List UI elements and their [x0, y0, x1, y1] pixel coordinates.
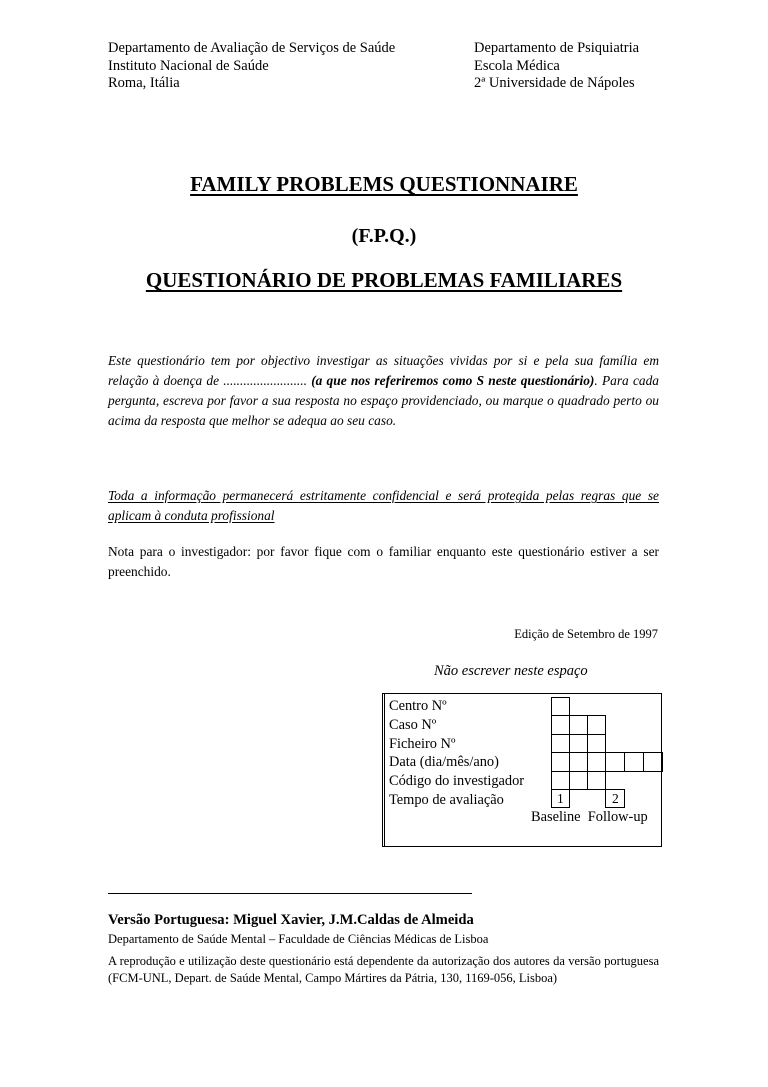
intro-part-3: . Para cada pergunta, escreva por favor a sua resposta no espaço providenciado, ou marque o quadrado perto ou acima da resposta que melhor se adequa ao seu caso.: [108, 373, 659, 428]
label-ficheiro: Ficheiro Nº: [389, 735, 456, 752]
ficheiro-cell-1[interactable]: [551, 734, 570, 753]
label-data: Data (dia/mês/ano): [389, 754, 499, 771]
edition-date: Edição de Setembro de 1997: [514, 627, 658, 641]
followup-text: Follow-up: [587, 809, 648, 825]
codigo-cell-1[interactable]: [551, 771, 570, 790]
intro-part-1: Este questionário tem por objectivo investigar as situações vividas por si e pela sua família em relação à doença de .........................: [108, 353, 659, 388]
header-left-line-3: Roma, Itália: [108, 75, 180, 91]
footer-department: Departamento de Saúde Mental – Faculdade de Ciências Médicas de Lisboa: [108, 932, 489, 946]
baseline-label: [531, 808, 648, 827]
header-left-line-1: Departamento de Avaliação de Serviços de Saúde: [108, 40, 396, 56]
caso-cell-2[interactable]: [569, 715, 588, 735]
header-right-line-3: 2ª Universidade de Nápoles: [474, 75, 635, 91]
baseline-text: Baseline: [531, 809, 581, 825]
label-caso: Caso Nº: [389, 716, 437, 733]
footer-version: Versão Portuguesa: Miguel Xavier, J.M.Caldas de Almeida: [108, 912, 474, 928]
admin-box-labels: [389, 697, 524, 810]
title-portuguese: QUESTIONÁRIO DE PROBLEMAS FAMILIARES: [145, 268, 623, 292]
header-right: [474, 40, 639, 93]
do-not-write-label: Não escrever neste espaço: [434, 663, 588, 679]
header-left-line-2: Instituto Nacional de Saúde: [108, 57, 269, 74]
label-codigo: Código do investigador: [389, 773, 525, 790]
label-centro: Centro Nº: [389, 698, 447, 714]
ficheiro-cell-3[interactable]: [587, 734, 606, 753]
admin-box-inner-divider: [384, 693, 385, 847]
confidential-note: Toda a informação permanecerá estritamente confidencial e será protegida pelas regras que se aplicam à conduta profissional: [108, 488, 659, 523]
centro-cell-1[interactable]: [551, 697, 570, 716]
footer-reproduction: A reprodução e utilização deste questionário está dependente da autorização dos autores da versão portuguesa (FCM-UNL, Depart. de Saúde Mental, Campo Mártires da Pátria, 130, 1169-056, Lisboa): [108, 954, 659, 985]
data-cell-4[interactable]: [605, 752, 625, 772]
data-cell-3[interactable]: [587, 752, 606, 772]
codigo-cell-2[interactable]: [569, 771, 588, 790]
data-cell-2[interactable]: [569, 752, 588, 772]
label-tempo: Tempo de avaliação: [389, 791, 504, 808]
header-right-line-1: Departamento de Psiquiatria: [474, 40, 640, 56]
title-abbrev: (F.P.Q.): [351, 225, 417, 247]
footer-separator: [108, 893, 472, 894]
tempo-option-1: 1: [557, 791, 564, 806]
caso-cell-3[interactable]: [587, 715, 606, 735]
ficheiro-cell-2[interactable]: [569, 734, 588, 753]
header-right-line-2: Escola Médica: [474, 57, 560, 74]
title-english: FAMILY PROBLEMS QUESTIONNAIRE: [190, 172, 578, 196]
tempo-option-2: 2: [612, 791, 619, 806]
header-left: [108, 40, 395, 93]
data-cell-5[interactable]: [624, 752, 644, 772]
codigo-cell-3[interactable]: [587, 771, 606, 790]
caso-cell-1[interactable]: [551, 715, 570, 735]
intro-part-2: (a que nos referiremos como S neste questionário): [311, 373, 595, 388]
investigator-note: Nota para o investigador: por favor fique com o familiar enquanto este questionário estiver a ser preenchido.: [108, 544, 659, 579]
data-cell-6[interactable]: [643, 752, 663, 772]
data-cell-1[interactable]: [551, 752, 570, 772]
intro-paragraph: [108, 351, 659, 431]
